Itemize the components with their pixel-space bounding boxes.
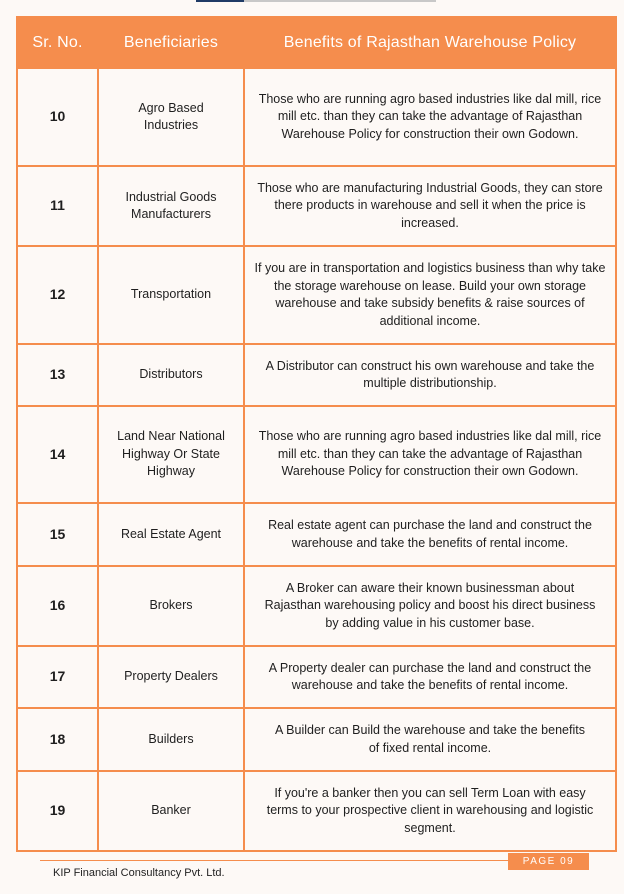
row-benefit: A Builder can Build the warehouse and take the benefits of fixed rental income. — [244, 708, 616, 771]
row-beneficiary: Banker — [98, 771, 244, 851]
table-row — [17, 166, 616, 246]
row-beneficiary: Transportation — [98, 246, 244, 344]
row-benefit: Those who are manufacturing Industrial Goods, they can store there products in warehouse and sell it when the price is increased. — [244, 166, 616, 246]
row-sr-no: 13 — [17, 344, 98, 406]
row-benefit: If you're a banker then you can sell Term Loan with easy terms to your prospective client in warehousing and logistic segment. — [244, 771, 616, 851]
table-row — [17, 406, 616, 503]
row-sr-no: 17 — [17, 646, 98, 708]
row-benefit: A Distributor can construct his own warehouse and take the multiple distributionship. — [244, 344, 616, 406]
header-benefits: Benefits of Rajasthan Warehouse Policy — [244, 17, 616, 68]
company-name: KIP Financial Consultancy Pvt. Ltd. — [53, 867, 225, 879]
row-sr-no: 19 — [17, 771, 98, 851]
row-beneficiary: Builders — [98, 708, 244, 771]
top-edge-bar-light — [244, 0, 436, 2]
row-benefit: Those who are running agro based industries like dal mill, rice mill etc. than they can take the advantage of Rajasthan Warehouse Policy for construction their own Godown. — [244, 68, 616, 166]
table-row — [17, 503, 616, 566]
row-benefit: A Property dealer can purchase the land and construct the warehouse and take the benefits of rental income. — [244, 646, 616, 708]
row-sr-no: 16 — [17, 566, 98, 646]
header-beneficiaries: Beneficiaries — [98, 17, 244, 68]
row-sr-no: 18 — [17, 708, 98, 771]
row-sr-no: 14 — [17, 406, 98, 503]
top-edge-bar-dark — [196, 0, 244, 2]
table-row — [17, 68, 616, 166]
row-sr-no: 15 — [17, 503, 98, 566]
row-sr-no: 11 — [17, 166, 98, 246]
beneficiaries-table — [16, 16, 617, 852]
footer-divider — [40, 860, 508, 861]
row-beneficiary: Real Estate Agent — [98, 503, 244, 566]
row-beneficiary: Land Near National Highway Or State Highway — [98, 406, 244, 503]
row-sr-no: 10 — [17, 68, 98, 166]
row-benefit: Real estate agent can purchase the land and construct the warehouse and take the benefits of rental income. — [244, 503, 616, 566]
row-benefit: A Broker can aware their known businessman about Rajasthan warehousing policy and boost his direct business by adding value in his customer base. — [244, 566, 616, 646]
row-benefit: Those who are running agro based industries like dal mill, rice mill etc. than they can take the advantage of Rajasthan Warehouse Policy for construction their own Godown. — [244, 406, 616, 503]
table-header-row — [17, 17, 616, 68]
row-beneficiary: Brokers — [98, 566, 244, 646]
table-row — [17, 344, 616, 406]
table-row — [17, 771, 616, 851]
table-row — [17, 246, 616, 344]
table-row — [17, 646, 616, 708]
row-benefit: If you are in transportation and logistics business than why take the storage warehouse on lease. Build your own storage warehouse and take subsidy benefits & raise sources of additional income. — [244, 246, 616, 344]
table-row — [17, 708, 616, 771]
page-number-badge: PAGE 09 — [508, 853, 589, 870]
row-beneficiary: Agro Based Industries — [98, 68, 244, 166]
row-beneficiary: Property Dealers — [98, 646, 244, 708]
header-sr-no: Sr. No. — [17, 17, 98, 68]
row-beneficiary: Distributors — [98, 344, 244, 406]
table-row — [17, 566, 616, 646]
row-sr-no: 12 — [17, 246, 98, 344]
row-beneficiary: Industrial Goods Manufacturers — [98, 166, 244, 246]
